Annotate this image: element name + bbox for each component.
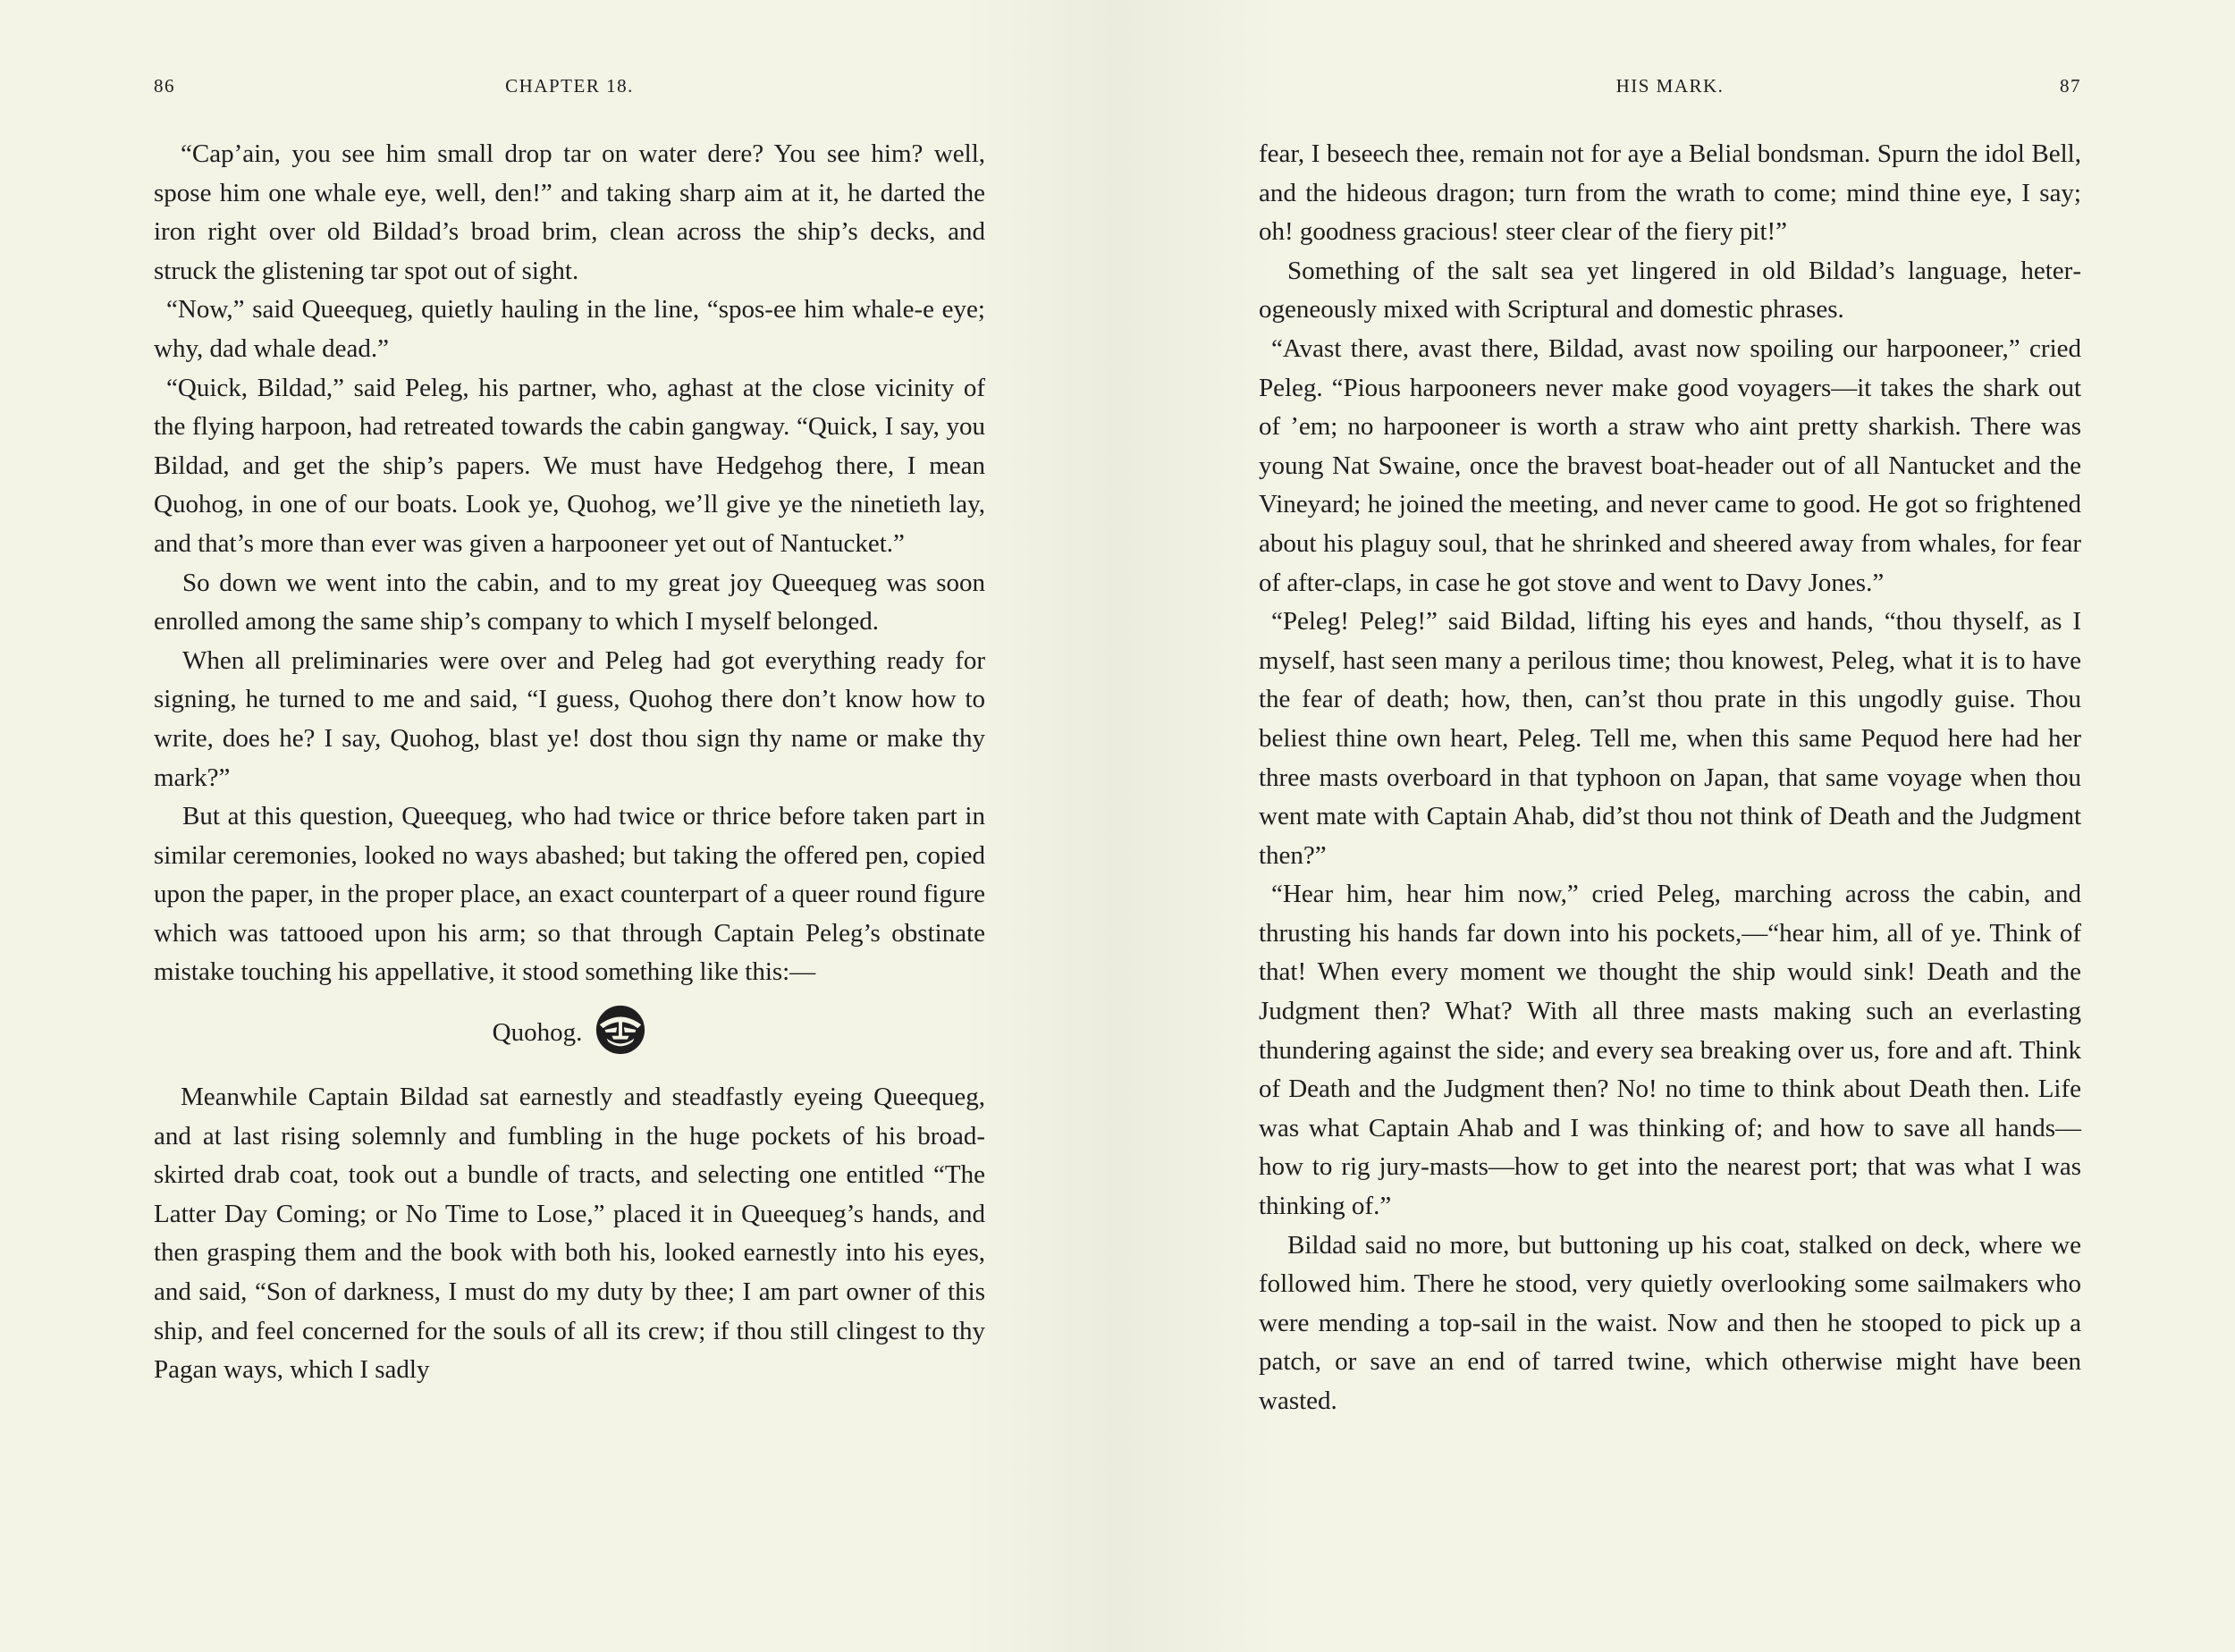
- right-page: [1118, 0, 2235, 1652]
- tattoo-mark-icon: [595, 1004, 646, 1056]
- paragraph: So down we went into the cabin, and to my great joy Queequeg was soon enrolled among the same ship’s company to which I myself belonged.: [154, 568, 985, 636]
- paragraph: “Quick, Bildad,” said Peleg, his partner, who, aghast at the close vicinity of the flying harpoon, had retreated towards the cabin gangway. “Quick, I say, you Bildad, and get the ship’s papers. We must have Hedgehog there, I mean Quohog, in one of our boats. Look ye, Quohog, we’ll give ye the ninetieth lay, and that’s more than ever was given a harpooneer yet out of Nantucket.”: [154, 373, 985, 558]
- right-page-number: 87: [2060, 75, 2081, 97]
- right-chapter-title: HIS MARK.: [1615, 75, 1725, 97]
- paragraph: Bildad said no more, but buttoning up his coat, stalked on deck, where we followed him. There he stood, very quietly overlooking some sailmakers who were mending a top-sail in the waist. Now and then he stooped to pick up a patch, or save an end of tarred twine, which otherwise might have been wasted.: [1259, 1230, 2081, 1415]
- paragraph: “Now,” said Queequeg, quietly hauling in the line, “spos-ee him whale-e eye; why, dad whale dead.”: [154, 295, 985, 363]
- right-running-head: [1259, 75, 2081, 102]
- left-page-text: [154, 135, 985, 1390]
- paragraph: Something of the salt sea yet lingered in old Bildad’s language, heterogeneously mixed with Scriptural and domestic phrases.: [1259, 256, 2081, 324]
- left-chapter-title: CHAPTER 18.: [505, 75, 634, 97]
- right-page-text: [1259, 135, 2081, 1421]
- paragraph: When all preliminaries were over and Peleg had got everything ready for signing, he turned to me and said, “I guess, Quohog there don’t know how to write, does he? I say, Quohog, blast ye! dost thou sign thy name or make thy mark?”: [154, 645, 985, 792]
- paragraph: Meanwhile Captain Bildad sat earnestly and steadfastly eyeing Queequeg, and at last rising solemnly and fumbling in the huge pockets of his broad-skirted drab coat, took out a bundle of tracts, and selecting one entitled “The Latter Day Coming; or No Time to Lose,” placed it in Queequeg’s hands, and then grasping them and the book with both his, looked earnestly into his eyes, and said, “Son of darkness, I must do my duty by thee; I am part owner of this ship, and feel concerned for the souls of all its crew; if thou still clingest to thy Pagan ways, which I sadly: [154, 1083, 985, 1385]
- left-running-head: [154, 75, 985, 102]
- left-page-number: 86: [154, 75, 175, 97]
- paragraph: “Avast there, avast there, Bildad, avast now spoiling our harpooneer,” cried Peleg. “Pious harpooneers never make good voyagers—it takes the shark out of ’em; no harpooneer is worth a straw who aint pretty sharkish. There was young Nat Swaine, once the bravest boat-header out of all Nantucket and the Vineyard; he joined the meeting, and never came to good. He got so frightened about his plaguy soul, that he shrinked and sheered away from whales, for fear of after-claps, in case he got stove and went to Davy Jones.”: [1259, 333, 2081, 597]
- signature-block: [154, 1001, 985, 1058]
- signature-name: Quohog.: [492, 1018, 583, 1048]
- paragraph: “Hear him, hear him now,” cried Peleg, marching across the cabin, and thrusting his hands far down into his pockets,—“hear him, all of ye. Think of that! When every moment we thought the ship would sink! Death and the Judgment then? What? With all three masts making such an everlasting thundering against the side; and every sea breaking over us, fore and aft. Think of Death and the Judgment then? No! no time to think about Death then. Life was what Captain Ahab and I was thinking of; and how to save all hands—how to rig jury-masts—how to get into the nearest port; that was what I was thinking of.”: [1259, 880, 2081, 1221]
- paragraph: “Peleg! Peleg!” said Bildad, lifting his eyes and hands, “thou thyself, as I myself, hast seen many a perilous time; thou knowest, Peleg, what it is to have the fear of death; how, then, can’st thou prate in this ungodly guise. Thou beliest thine own heart, Peleg. Tell me, when this same Pequod here had her three masts overboard in that typhoon on Japan, that same voyage when thou went mate with Captain Ahab, did’st thou not think of Death and the Judgment then?”: [1259, 607, 2081, 870]
- paragraph: But at this question, Queequeg, who had twice or thrice before taken part in similar ceremonies, looked no ways abashed; but taking the offered pen, copied upon the paper, in the proper place, an exact counterpart of a queer round figure which was tattooed upon his arm; so that through Captain Peleg’s obstinate mistake touching his appellative, it stood something like this:—: [154, 802, 985, 987]
- paragraph: fear, I beseech thee, remain not for aye a Belial bondsman. Spurn the idol Bell, and the hideous dragon; turn from the wrath to come; mind thine eye, I say; oh! goodness gracious! steer clear of the fiery pit!”: [1259, 139, 2081, 247]
- paragraph: “Cap’ain, you see him small drop tar on water dere? You see him? well, spose him one whale eye, well, den!” and taking sharp aim at it, he darted the iron right over old Bildad’s broad brim, clean across the ship’s decks, and struck the glistening tar spot out of sight.: [154, 139, 985, 285]
